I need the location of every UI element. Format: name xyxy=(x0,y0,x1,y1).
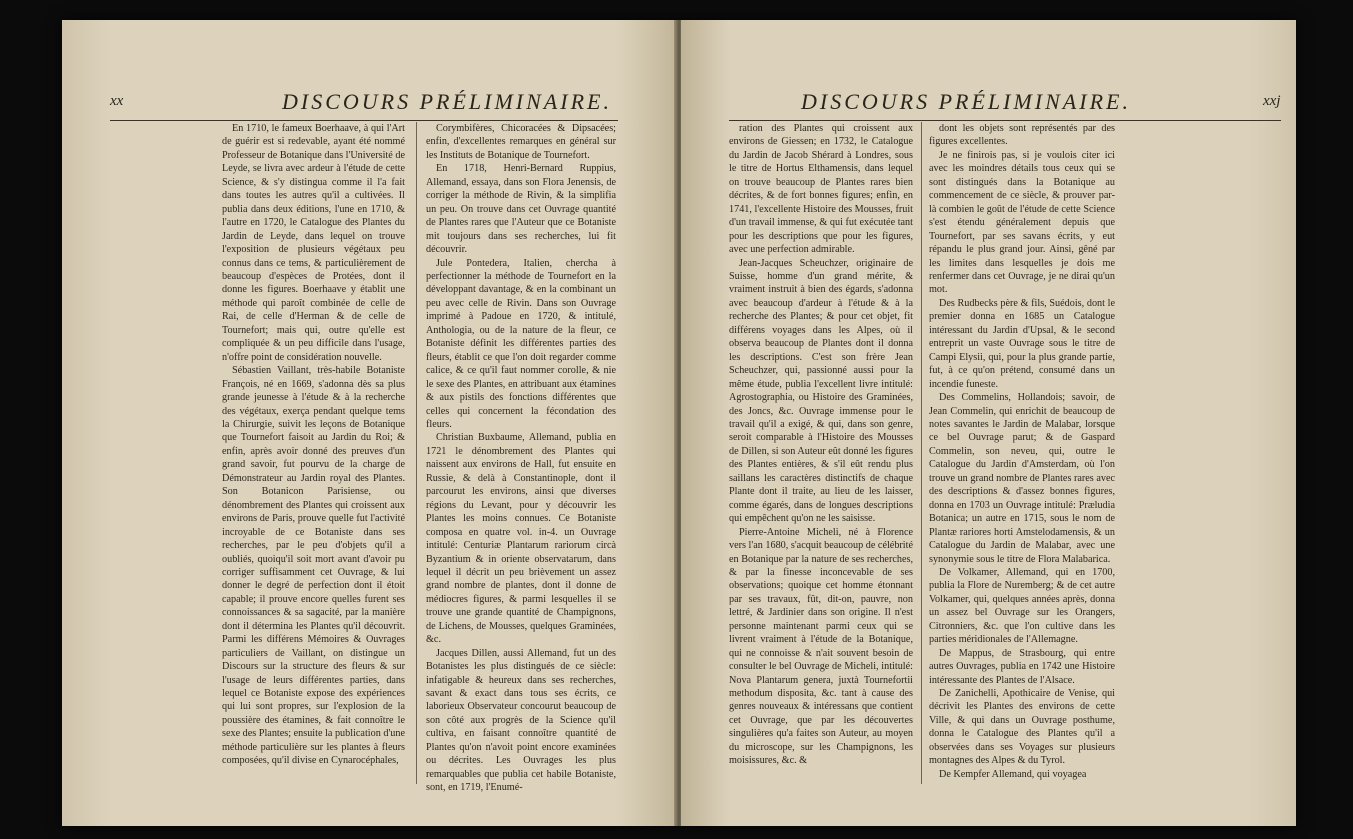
header-rule xyxy=(729,120,1281,121)
running-title: DISCOURS PRÉLIMINAIRE. xyxy=(282,89,612,114)
left-page-header xyxy=(62,89,677,115)
text-column-1 xyxy=(222,122,405,802)
page-number: xx xyxy=(110,93,124,109)
paragraph: Jule Pontedera, Italien, chercha à perfectionner la méthode de Tournefort en la développant davantage, & en la combinant un peu avec celle de Rivin. Dans son Ouvrage imprimé à Padoue en 1720, & intitulé, Anthologia, ou de la nature de la fleur, ce Botaniste définit les différentes parties des fleurs, établit ce que l'on doit regarder comme calice, & ce qu'il faut nommer corolle, & nie le sexe des Plantes, en attribuant aux étamines & aux pistils des fonctions différentes que celles qui concernent la fécondation des fleurs. xyxy=(426,257,616,430)
book-spread xyxy=(62,20,1296,826)
paragraph: De Zanichelli, Apothicaire de Venise, qui décrivit les Plantes des environs de cette Ville, & qui dans un Ouvrage posthume, donna le Catalogue des Plantes qu'il a observées dans ses Voyages sur plusieurs montagnes des Alpes & du Tyrol. xyxy=(929,688,1115,767)
paragraph: De Volkamer, Allemand, qui en 1700, publia la Flore de Nuremberg; & de cet autre Volkamer, qui, quelques années après, donna un assez bel Ouvrage sur les Orangers, Citronniers, &c. que l'on cultive dans les parties méridionales de l'Allemagne. xyxy=(929,566,1115,646)
paragraph: Christian Buxbaume, Allemand, publia en 1721 le dénombrement des Plantes qui naissent aux environs de Hall, fut ensuite en Russie, & delà à Constantinople, dont il parcourut les environs, ainsi que diverses régions du Levant, pour y découvrir les Plantes les moins connues. Ce Botaniste composa en quatre vol. in-4. un Ouvrage intitulé: Centuriæ Plantarum rariorum circà Byzantium & in oriente observatarum, dans lequel il décrit un peu brièvement un assez grand nombre de plantes, dont il donne de médiocres figures, & parmi lesquelles il se trouve une grande quantité de Champignons, de Lichens, de Mousses, quelques Graminées, &c. xyxy=(426,432,616,646)
paragraph: Corymbifères, Chicoracées & Dipsacées; enfin, d'excellentes remarques en général sur les Instituts de Botanique de Tournefort. xyxy=(426,123,616,161)
paragraph: En 1718, Henri-Bernard Ruppius, Allemand, essaya, dans son Flora Jenensis, de corriger la méthode de Rivin, & la simplifia un peu. On trouve dans cet Ouvrage quantité de Plantes rares que l'Auteur que ce Botaniste mit toujours dans ses recherches, lui fit découvrir. xyxy=(426,163,616,256)
paragraph: ration des Plantes qui croissent aux environs de Giessen; en 1732, le Catalogue du Jardin de Jacob Shérard à Londres, sous le titre de Hortus Elthamensis, dans lequel on trouve beaucoup de Plantes rares bien décrites, & de fort bonnes figures; enfin, en 1741, l'excellente Histoire des Mousses, fruit d'un travail immense, & qui fut exécutée tant pour les descriptions que pour les figures, avec une perfection admirable. xyxy=(729,123,913,256)
paragraph: De Mappus, de Strasbourg, qui entre autres Ouvrages, publia en 1742 une Histoire intéressante des Plantes de l'Alsace. xyxy=(929,647,1115,686)
paragraph: En 1710, le fameux Boerhaave, à qui l'Art de guérir est si redevable, ayant été nommé Professeur de Botanique dans l'Université de Leyde, se livra avec ardeur à l'étude de cette Science, & s'y distingua comme il l'a fait dans toutes les autres qu'il a cultivées. Il publia dans deux éditions, l'une en 1710, & l'autre en 1720, le Catalogue des Plantes du Jardin de Leyde, dans lequel on trouve l'exposition de plusieurs végétaux peu connus dans ce tems, & particulièrement de beaucoup d'espèces de Protées, dont il donne les figures. Boerhaave y établit une méthode qui paroît combinée de celle de Rai, de celle d'Herman & de celle de Tournefort; mais qui, outre qu'elle est compliquée & un peu difficile dans l'usage, n'offre point de considération nouvelle. xyxy=(222,123,405,363)
header-rule xyxy=(110,120,618,121)
text-column-2 xyxy=(929,122,1115,802)
running-title: DISCOURS PRÉLIMINAIRE. xyxy=(801,89,1131,114)
paragraph: Jacques Dillen, aussi Allemand, fut un des Botanistes les plus distingués de ce siècle: infatigable & heureux dans ses recherches, savant & exact dans tous ses écrits, ce laborieux Observateur concourut beaucoup de son côté aux progrès de la Science qu'il cultiva, en faisant connoître quantité de Plantes qu'on n'avoit point encore examinées ou décrites. Les Ouvrages les plus remarquables que publia cet habile Botaniste, sont, en 1719, l'Enumé- xyxy=(426,647,616,794)
paragraph: Pierre-Antoine Micheli, né à Florence vers l'an 1680, s'acquit beaucoup de célébrité en Botanique par la nature de ses recherches, & par la finesse inconcevable de ses observations; quoique cet homme étonnant par ses travaux, fût, dit-on, pauvre, non lettré, & Jardinier dans son origine. Il n'est personne maintenant parmi ceux qui se livrent vraiment à l'étude de la Botanique, qui ne connoisse & n'ait souvent besoin de consulter le bel Ouvrage de Micheli, intitulé: Nova Plantarum genera, juxtà Tournefortii methodum disposita, &c. tant à cause des genres nouveaux & intéressans que contient cet Ouvrage, que par les découvertes singulières qu'a faites son Auteur, au moyen du microscope, sur les Champignons, les moisissures, &c. & xyxy=(729,526,913,767)
left-page xyxy=(62,20,677,826)
paragraph: De Kempfer Allemand, qui voyagea xyxy=(939,768,1087,780)
text-column-1 xyxy=(729,122,913,802)
paragraph: Sébastien Vaillant, très-habile Botaniste François, né en 1669, s'adonna dès sa plus grande jeunesse à l'étude & à la recherche des végétaux, exerça pendant quelque tems la Chirurgie, suivit les leçons de Botanique que Tournefort faisoit au Jardin du Roi; & enfin, après avoir donné des preuves d'un grand savoir, fut pourvu de la charge de Démonstrateur au Jardin royal des Plantes. Son Botanicon Parisiense, ou dénombrement des Plantes qui croissent aux environs de Paris, prouve quelle fut l'activité incroyable de ce Botaniste dans ses recherches, par le peu d'objets qu'il a oubliés, quoiqu'il soit mort avant d'avoir pu corriger suffisamment cet Ouvrage, & lui donner le degré de perfection dont il étoit capable; il prouve encore quelles furent ses connoissances & sa sagacité, par la manière dont il détermina les Plantes qu'il découvrit. Parmi les différens Mémoires & Ouvrages particuliers de Vaillant, on distingue un Discours sur la structure des fleurs & sur l'usage de leurs différentes parties, dans lequel ce Botaniste expose des expériences qui lui sont propres, sur l'explosion de la poussière des étamines, & fait connoître le sexe des Plantes; ensuite la publication d'une méthode particulière sur les plantes à fleurs composées, qu'il divise en Cynarocéphales, xyxy=(222,365,405,767)
paragraph: Je ne finirois pas, si je voulois citer ici avec les moindres détails tous ceux qui se sont distingués dans la Botanique au commencement de ce siècle, & prouver par-là combien le goût de l'étude de cette Science s'est étendu généralement depuis que Tournefort, par ses savans écrits, y eut répandu le plus grand jour. Ainsi, gêné par les limites dans lesquelles je dois me renfermer dans cet Ouvrage, je ne dirai qu'un mot. xyxy=(929,149,1115,296)
column-divider xyxy=(921,122,922,784)
column-divider xyxy=(416,122,417,784)
paragraph: dont les objets sont représentés par des figures excellentes. xyxy=(929,123,1115,148)
paragraph: Des Rudbecks père & fils, Suédois, dont le premier donna en 1685 un Catalogue intéressant du Jardin d'Upsal, & le second entreprit un vaste Ouvrage sous le titre de Campi Elysii, qui, pour la plus grande partie, fut, à ce qu'on prétend, consumé dans un incendie funeste. xyxy=(929,297,1115,390)
paragraph: Des Commelins, Hollandois; savoir, de Jean Commelin, qui enrichit de beaucoup de notes savantes le Jardin de Malabar, lorsque ce bel Ouvrage parut; & de Gaspard Commelin, son neveu, qui, outre le Catalogue du Jardin d'Amsterdam, où l'on trouve un grand nombre de Plantes rares avec des descriptions & d'assez bonnes figures, donna en 1703 un Ouvrage intitulé: Præludia Botanica; un autre en 1715, sous le nom de Plantæ rariores horti Amstelodamensis, & un Catalogue du Jardin de Malabar, avec une synonymie sous le titre de Flora Malabarica. xyxy=(929,392,1115,565)
text-column-2 xyxy=(426,122,616,802)
page-number: xxj xyxy=(1263,93,1281,109)
paragraph: Jean-Jacques Scheuchzer, originaire de Suisse, homme d'un grand mérite, & vraiment instruit à bien des égards, s'adonna avec beaucoup d'ardeur à l'étude & à la recherche des Plantes; & pour cet objet, fit différens voyages dans les Alpes, où il observa beaucoup de Plantes dont il donna les descriptions. C'est son frère Jean Scheuchzer, qui, passionné aussi pour la même étude, publia l'excellent livre intitulé: Agrostographia, ou Histoire des Graminées, des Joncs, &c. Ouvrage immense pour le travail qu'il a exigé, & qui, dans son genre, seroit comparable à l'Histoire des Mousses de Dillen, si son Auteur eût donné les figures des Plantes entières, & s'il eût rendu plus saillans les caractères distinctifs de chaque Plante dont il traite, au lieu de les laisser, comme égarés, dans de longues descriptions qui empêchent qu'on ne les saisisse. xyxy=(729,257,913,525)
right-page xyxy=(681,20,1296,826)
right-page-header xyxy=(681,89,1296,115)
